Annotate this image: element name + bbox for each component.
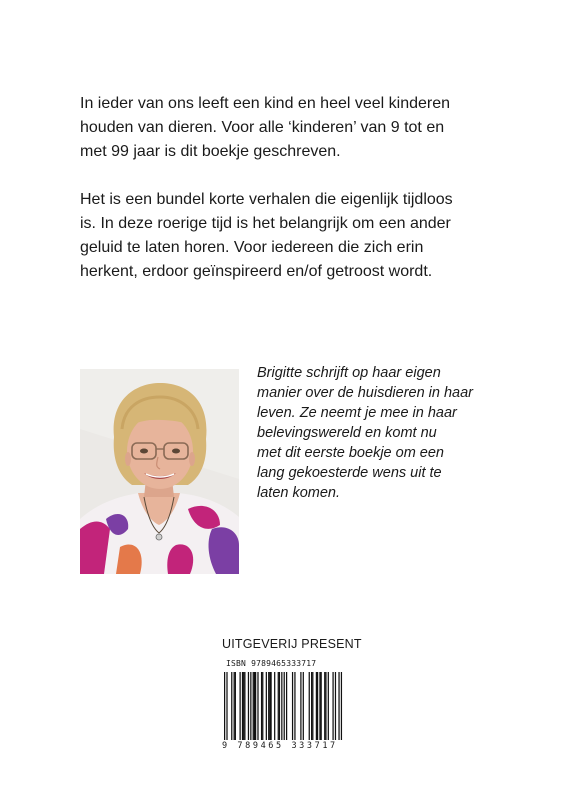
barcode-bar [335, 672, 336, 740]
barcode-bar [269, 672, 270, 740]
author-photo [80, 369, 239, 574]
barcode-bar [248, 672, 249, 740]
right-ear [189, 452, 195, 466]
barcode-bar [317, 672, 318, 740]
barcode-bar [224, 672, 225, 740]
blurb-paragraph-1: In ieder van ons leeft een kind en heel veel kinderen houden van dieren. Voor alle ‘kinderen’ van 9 tot en met 99 jaar is dit boekje geschreven. [80, 95, 451, 160]
publisher-name: UITGEVERIJ PRESENT [222, 637, 362, 651]
barcode-bar [274, 672, 275, 740]
barcode-bar [311, 672, 312, 740]
barcode-bar [244, 672, 245, 740]
dress-pattern-orange [116, 545, 142, 574]
barcode-bar [239, 672, 240, 740]
necklace-pendant [156, 534, 162, 540]
barcode-bar [303, 672, 304, 740]
author-bio: Brigitte schrijft op haar eigen manier over de huisdieren in haar leven. Ze neemt je mee in haar belevingswereld en komt nu met dit eerste boekje om een lang gekoesterde wens uit te laten komen. [257, 365, 474, 501]
barcode-bar [332, 672, 333, 740]
barcode-bar [309, 672, 310, 740]
blurb-paragraph-2: Het is een bundel korte verhalen die eigenlijk tijdloos is. In deze roerige tijd is het belangrijk om een ander geluid te laten horen. Voor iedereen die zich erin herkent, erdoor geïnspireerd en/of getroost wordt. [80, 191, 453, 280]
isbn-label: ISBN 9789465333717 [226, 659, 317, 668]
barcode-bar [254, 672, 255, 740]
barcode-bar [286, 672, 287, 740]
barcode-bar [257, 672, 258, 740]
barcode-bar [235, 672, 236, 740]
barcode-bar [226, 672, 227, 740]
barcode-bar [324, 672, 325, 740]
barcode-bar [266, 672, 267, 740]
barcode-bar [242, 672, 243, 740]
barcode-bar [243, 672, 244, 740]
barcode-bar [338, 672, 339, 740]
barcode-bar [234, 672, 235, 740]
barcode-bar [261, 672, 262, 740]
barcode-bar [278, 672, 279, 740]
barcode-bar [279, 672, 280, 740]
barcode-bar [292, 672, 293, 740]
barcode-bar [255, 672, 256, 740]
barcode-bar [268, 672, 269, 740]
barcode-bar [281, 672, 282, 740]
barcode-bar [253, 672, 254, 740]
isbn-digits: 9 789465 333717 [222, 741, 338, 751]
barcode-bar [284, 672, 285, 740]
barcode-bar [341, 672, 342, 740]
barcode-bar [231, 672, 232, 740]
left-eye [140, 449, 148, 454]
blurb-text [80, 92, 500, 308]
barcode-bar [270, 672, 271, 740]
dress-pattern-purple-right [209, 527, 239, 574]
right-eye [172, 449, 180, 454]
author-portrait-image [80, 369, 239, 574]
barcode-bar [316, 672, 317, 740]
left-ear [125, 452, 131, 466]
barcode-bar [312, 672, 313, 740]
barcode-bar [262, 672, 263, 740]
barcode-bar [250, 672, 251, 740]
barcode-bar [325, 672, 326, 740]
barcode-bar [321, 672, 322, 740]
barcode-bar [300, 672, 301, 740]
barcode-bar [319, 672, 320, 740]
barcode-bar [294, 672, 295, 740]
barcode-bar [328, 672, 329, 740]
